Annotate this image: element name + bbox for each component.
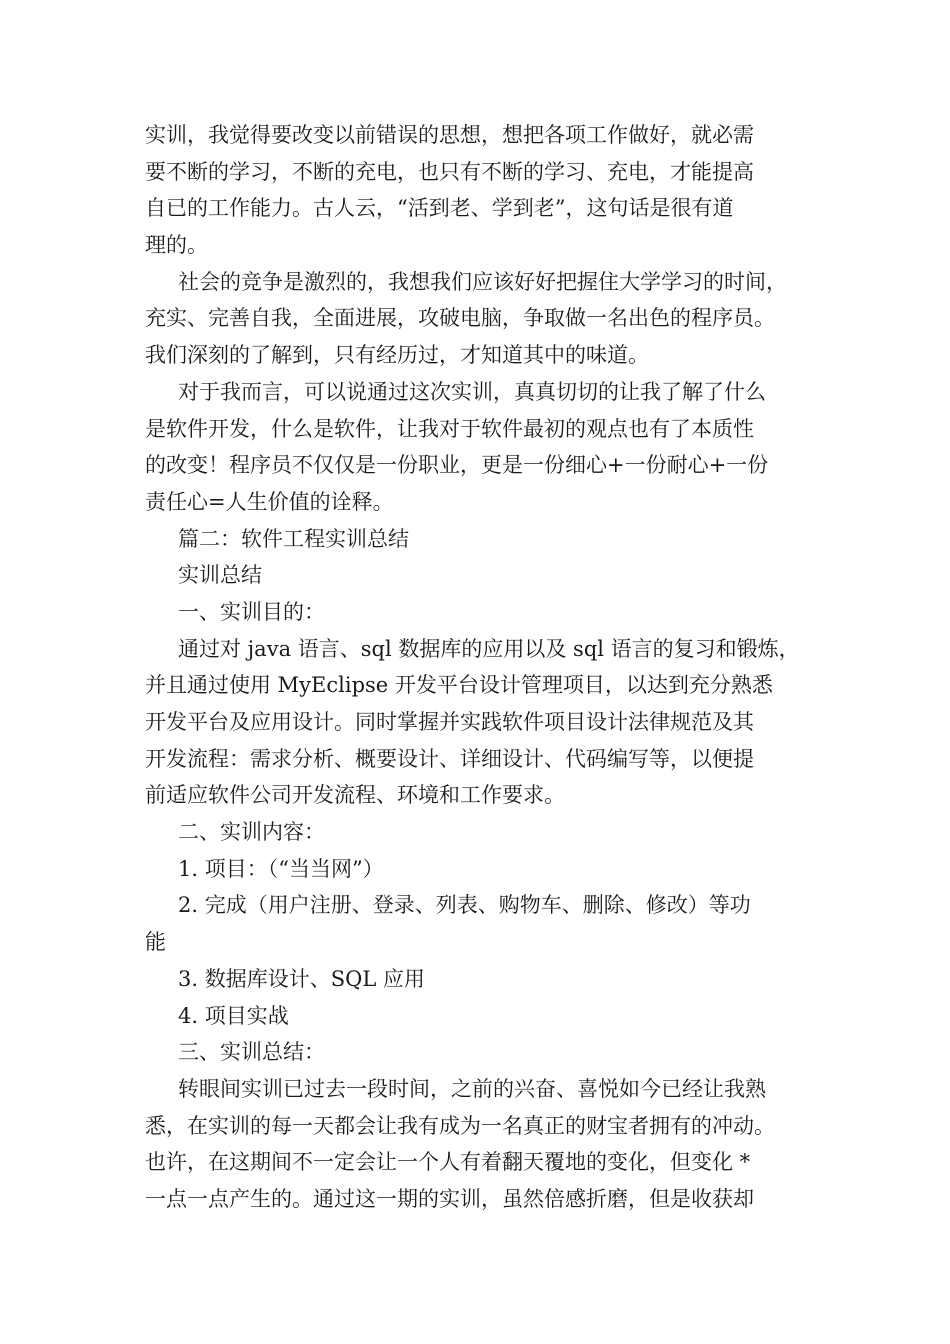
section-heading: 三、实训总结： [178,1040,325,1065]
text-line: 理的。 [145,233,208,258]
text-line: 我们深刻的了解到，只有经历过，才知道其中的味道。 [145,343,649,368]
section-heading: 一、实训目的： [178,599,325,624]
text-line: 转眼间实训已过去一段时间，之前的兴奋、喜悦如今已经让我熟 [178,1076,766,1101]
text-line: 自已的工作能力。古人云，“活到老、学到老”，这句话是很有道 [145,196,734,221]
text-line: 并且通过使用 MyEclipse 开发平台设计管理项目，以达到充分熟悉 [145,673,773,698]
list-item: 3. 数据库设计、SQL 应用 [178,966,425,991]
text-line: 开发流程：需求分析、概要设计、详细设计、代码编写等，以便提 [145,746,754,771]
text-line: 责任心=人生价值的诠释。 [145,489,394,514]
list-item-continuation: 能 [145,930,166,955]
text-line: 实训，我觉得要改变以前错误的思想，想把各项工作做好，就必需 [145,123,754,147]
text-line: 前适应软件公司开发流程、环境和工作要求。 [145,783,565,808]
text-line: 充实、完善自我，全面进展，攻破电脑，争取做一名出色的程序员。 [145,306,775,331]
text-line: 的改变！程序员不仅仅是一份职业，更是一份细心+一份耐心+一份 [145,453,769,478]
list-item: 4. 项目实战 [178,1003,289,1028]
list-item: 1. 项目：（“当当网”） [178,856,384,881]
text-line: 通过对 java 语言、sql 数据库的应用以及 sql 语言的复习和锻炼， [178,636,800,661]
section-heading: 篇二：软件工程实训总结 [178,526,409,551]
list-item: 2. 完成（用户注册、登录、列表、购物车、删除、修改）等功 [178,893,751,918]
text-line: 社会的竞争是激烈的，我想我们应该好好把握住大学学习的时间， [178,269,787,294]
text-line: 一点一点产生的。通过这一期的实训，虽然倍感折磨，但是收获却 [145,1186,754,1211]
text-line: 开发平台及应用设计。同时掌握并实践软件项目设计法律规范及其 [145,710,754,734]
section-heading: 实训总结 [178,563,262,588]
section-heading: 二、实训内容： [178,820,325,845]
text-line: 是软件开发，什么是软件，让我对于软件最初的观点也有了本质性 [145,416,754,441]
text-line: 悉，在实训的每一天都会让我有成为一名真正的财宝者拥有的冲动。 [145,1113,775,1138]
text-line: 要不断的学习，不断的充电，也只有不断的学习、充电，才能提高 [145,159,754,184]
text-line: 也许，在这期间不一定会让一个人有着翻天覆地的变化，但变化 * [145,1150,751,1175]
text-line: 对于我而言，可以说通过这次实训，真真切切的让我了解了什么 [178,379,766,404]
document-body [145,117,825,1218]
